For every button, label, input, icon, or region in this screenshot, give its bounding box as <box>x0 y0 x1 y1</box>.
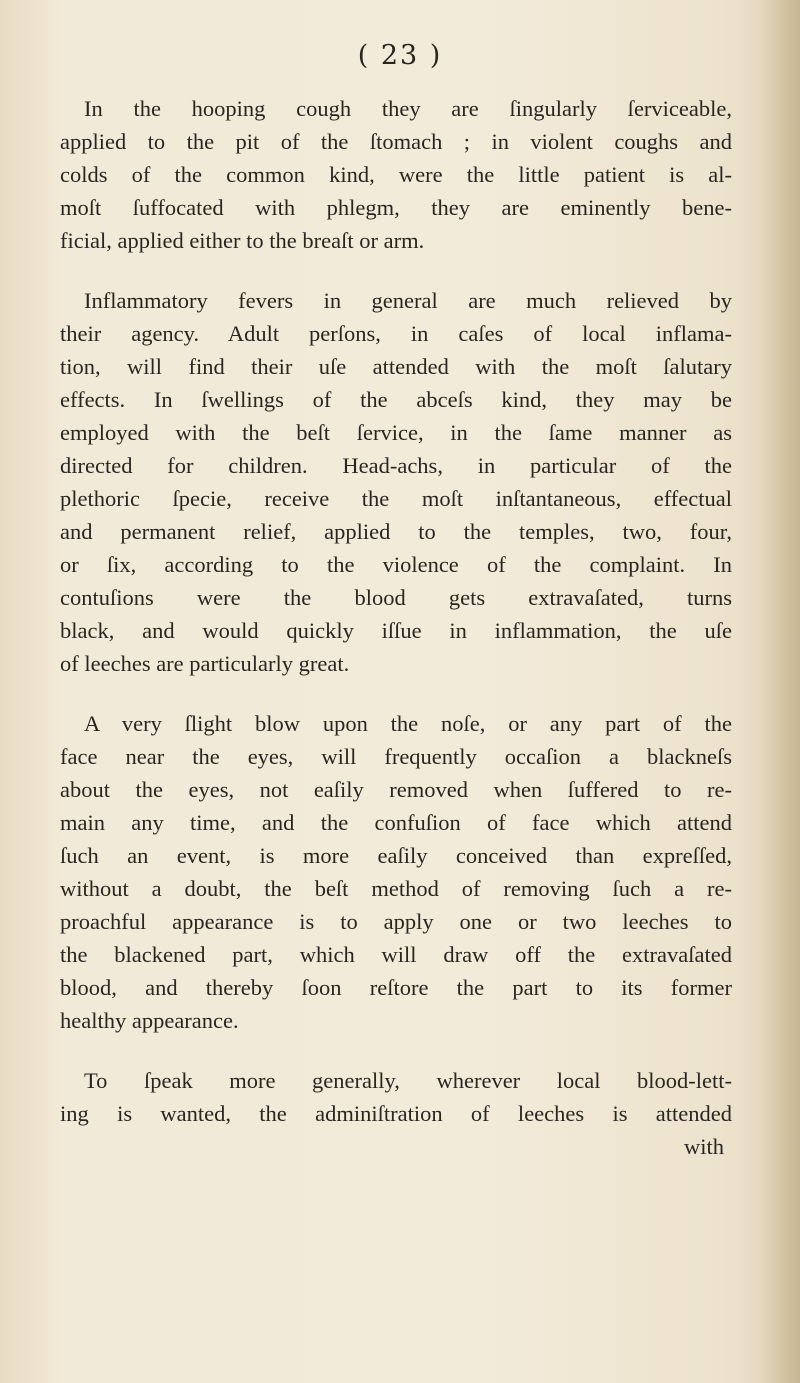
paragraph-2 <box>60 284 732 680</box>
page-edge-shadow <box>760 0 800 1383</box>
text-line: of leeches are particularly great. <box>60 651 350 676</box>
catchword: with <box>683 1134 724 1159</box>
text-line: ing is wanted, the adminiſtration of leeches is attended <box>60 1101 732 1126</box>
body-text <box>60 92 732 1190</box>
text-line: blood, and thereby ſoon reſtore the part to its former <box>60 975 732 1000</box>
text-line: their agency. Adult perſons, in caſes of local inflama- <box>60 321 732 346</box>
text-line: about the eyes, not eaſily removed when ſuffered to re- <box>60 777 732 802</box>
text-line: face near the eyes, will frequently occaſion a blackneſs <box>60 744 732 769</box>
page-number: ( 23 ) <box>357 40 443 71</box>
text-line: tion, will find their uſe attended with the moſt ſalutary <box>60 354 732 379</box>
text-line: To ſpeak more generally, wherever local blood-lett- <box>84 1068 732 1093</box>
text-line: moſt ſuffocated with phlegm, they are eminently bene- <box>60 195 732 220</box>
text-line: healthy appearance. <box>60 1008 239 1033</box>
text-line: effects. In ſwellings of the abceſs kind, they may be <box>60 387 732 412</box>
text-line: directed for children. Head-achs, in particular of the <box>60 453 732 478</box>
text-line: plethoric ſpecie, receive the moſt inſtantaneous, effectual <box>60 486 732 511</box>
text-line: In the hooping cough they are ſingularly ſerviceable, <box>84 96 732 121</box>
text-line: colds of the common kind, were the little patient is al- <box>60 162 732 187</box>
paragraph-1 <box>60 92 732 257</box>
text-line: Inflammatory fevers in general are much relieved by <box>84 288 732 313</box>
text-line: ſuch an event, is more eaſily conceived than expreſſed, <box>60 843 732 868</box>
text-line: A very ſlight blow upon the noſe, or any part of the <box>84 711 732 736</box>
text-line: without a doubt, the beſt method of removing ſuch a re- <box>60 876 732 901</box>
text-line: and permanent relief, applied to the temples, two, four, <box>60 519 732 544</box>
text-line: contuſions were the blood gets extravaſated, turns <box>60 585 732 610</box>
text-line: or ſix, according to the violence of the complaint. In <box>60 552 732 577</box>
text-line: applied to the pit of the ſtomach ; in violent coughs and <box>60 129 732 154</box>
text-line: the blackened part, which will draw off the extravaſated <box>60 942 732 967</box>
text-line: ficial, applied either to the breaſt or arm. <box>60 228 425 253</box>
text-line: employed with the beſt ſervice, in the ſame manner as <box>60 420 732 445</box>
paragraph-3 <box>60 707 732 1037</box>
paragraph-4 <box>60 1064 732 1163</box>
text-line: proachful appearance is to apply one or two leeches to <box>60 909 732 934</box>
text-line: black, and would quickly iſſue in inflammation, the uſe <box>60 618 732 643</box>
text-line: main any time, and the confuſion of face which attend <box>60 810 732 835</box>
